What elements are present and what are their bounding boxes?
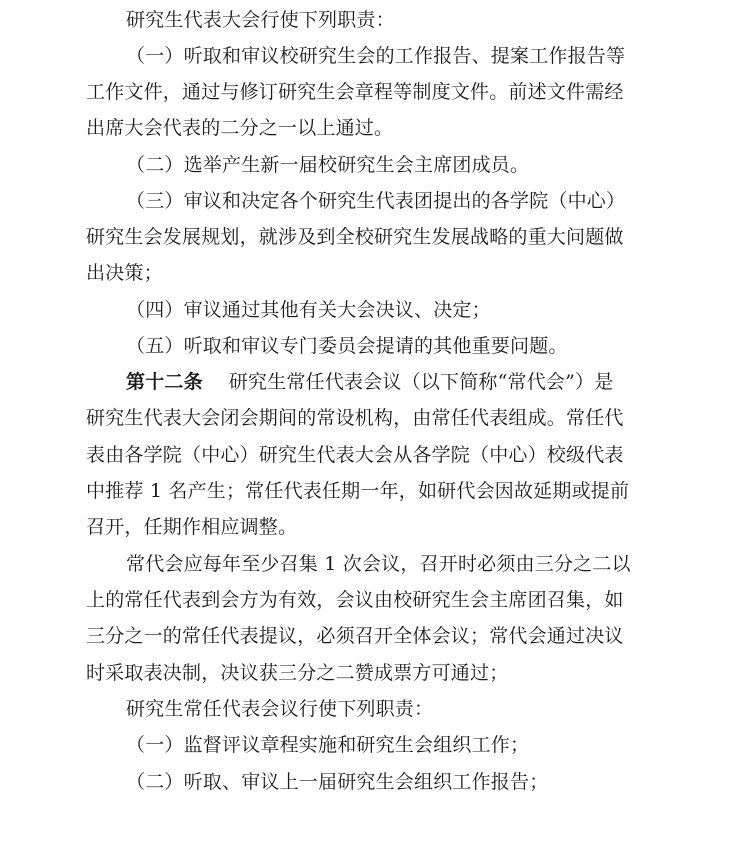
article-number: 第十二条: [126, 371, 203, 393]
paragraph-line: 研究生常任代表会议行使下列职责：: [126, 698, 434, 720]
paragraph-line: 三分之一的常任代表提议，必须召开全体会议；常代会通过决议: [86, 625, 624, 647]
article-line: [126, 370, 613, 394]
paragraph-line: 上的常任代表到会方为有效，会议由校研究生会主席团召集，如: [86, 589, 624, 611]
paragraph-line: 工作文件，通过与修订研究生会章程等制度文件。前述文件需经: [86, 81, 624, 103]
paragraph-line: 表由各学院（中心）研究生代表大会从各学院（中心）校级代表: [86, 444, 624, 466]
paragraph-line: 研究生代表大会闭会期间的常设机构，由常任代表组成。常任代: [86, 407, 624, 429]
paragraph-line: 研究生代表大会行使下列职责：: [126, 9, 395, 31]
paragraph-line: 研究生会发展规划，就涉及到全校研究生发展战略的重大问题做: [86, 226, 624, 248]
paragraph-line: （五）听取和审议专门委员会提请的其他重要问题。: [126, 335, 568, 357]
paragraph-line: 时采取表决制，决议获三分之二赞成票方可通过；: [86, 662, 509, 684]
paragraph-line: 召开，任期作相应调整。: [86, 516, 298, 538]
article-text: 研究生常任代表会议（以下简称“常代会”）是: [228, 371, 614, 393]
paragraph-line: 常代会应每年至少召集 1 次会议，召开时必须由三分之二以: [126, 553, 631, 575]
paragraph-line: （四）审议通过其他有关大会决议、决定；: [126, 299, 491, 321]
paragraph-line: 中推荐 1 名产生；常任代表任期一年，如研代会因故延期或提前: [86, 480, 630, 502]
paragraph-line: 出席大会代表的二分之一以上通过。: [86, 117, 394, 139]
paragraph-line: 出决策；: [86, 262, 163, 284]
paragraph-line: （一）听取和审议校研究生会的工作报告、提案工作报告等: [126, 45, 626, 67]
paragraph-line: （二）选举产生新一届校研究生会主席团成员。: [126, 154, 530, 176]
paragraph-line: （二）听取、审议上一届研究生会组织工作报告；: [126, 771, 549, 793]
paragraph-line: （三）审议和决定各个研究生代表团提出的各学院（中心）: [126, 190, 626, 212]
paragraph-line: （一）监督评议章程实施和研究生会组织工作；: [126, 734, 530, 756]
